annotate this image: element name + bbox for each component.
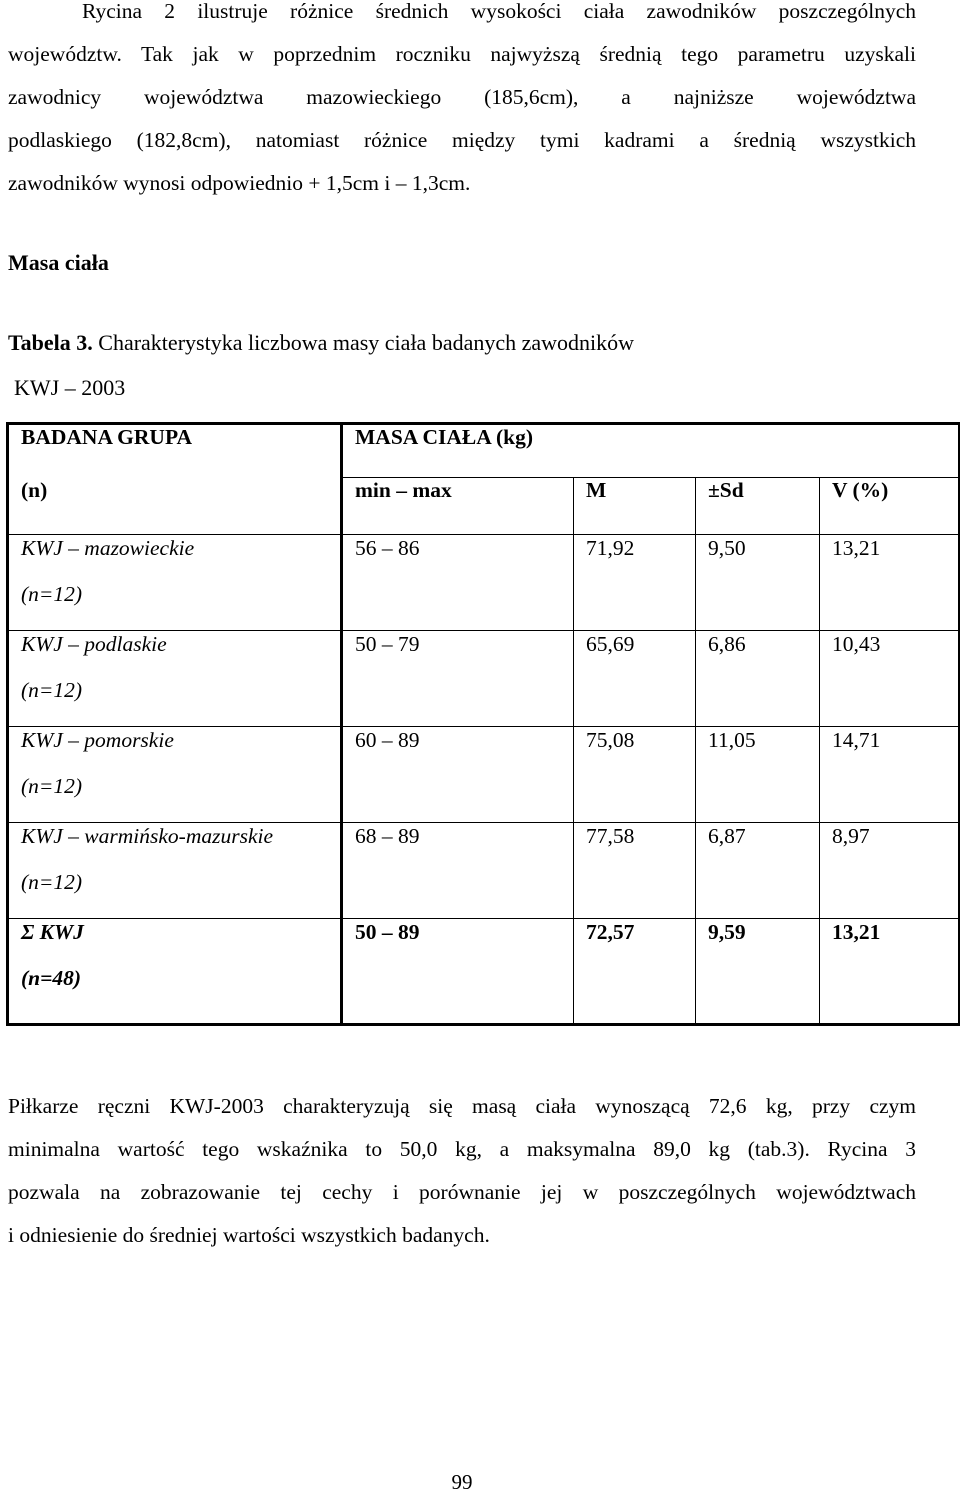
page-number: 99 <box>451 1470 473 1494</box>
mean-cell: 77,58 <box>574 823 696 919</box>
column-header-range: min – max <box>342 478 574 535</box>
sd-cell: 9,50 <box>696 535 820 631</box>
range-cell: 50 – 79 <box>342 631 574 727</box>
outro-paragraph <box>8 1085 916 1257</box>
table-caption-text: Charakterystyka liczbowa masy ciała badanych zawodników <box>92 330 635 355</box>
mass-header-label: MASA CIAŁA (kg) <box>355 425 533 449</box>
table-subheader-row <box>8 478 960 535</box>
table-subtitle: KWJ – 2003 <box>14 375 126 400</box>
group-cell <box>8 631 342 727</box>
summary-mean-cell: 72,57 <box>574 919 696 1025</box>
outro-line: pozwala na zobrazowanie tej cechy i porównanie jej w poszczególnych województwach <box>8 1180 916 1204</box>
cv-cell: 10,43 <box>820 631 960 727</box>
range-cell: 68 – 89 <box>342 823 574 919</box>
summary-cv-cell: 13,21 <box>820 919 960 1025</box>
table-row <box>8 727 960 823</box>
summary-group-name: Σ KWJ <box>21 920 84 944</box>
intro-line: województw. Tak jak w poprzednim roczniku najwyższą średnią tego parametru uzyskali <box>8 42 916 66</box>
summary-range-cell: 50 – 89 <box>342 919 574 1025</box>
intro-line: podlaskiego (182,8cm), natomiast różnice między tymi kadrami a średnią wszystkich <box>8 128 916 152</box>
group-count: (n=12) <box>21 582 83 606</box>
group-header-cell <box>8 424 342 478</box>
outro-line: i odniesienie do średniej wartości wszystkich badanych. <box>8 1223 490 1247</box>
group-cell <box>8 535 342 631</box>
cv-cell: 8,97 <box>820 823 960 919</box>
group-name: KWJ – mazowieckie <box>21 536 195 560</box>
mean-cell: 65,69 <box>574 631 696 727</box>
intro-paragraph <box>8 0 916 205</box>
group-header-n: (n) <box>21 478 48 502</box>
mass-table <box>6 422 960 1026</box>
group-count: (n=12) <box>21 870 83 894</box>
column-header-cv: V (%) <box>820 478 960 535</box>
intro-line: Rycina 2 ilustruje różnice średnich wysokości ciała zawodników poszczególnych <box>82 0 916 23</box>
column-header-mean: M <box>574 478 696 535</box>
sd-cell: 11,05 <box>696 727 820 823</box>
group-name: KWJ – pomorskie <box>21 728 174 752</box>
mean-cell: 71,92 <box>574 535 696 631</box>
section-heading: Masa ciała <box>8 250 109 275</box>
group-header-n-cell <box>8 478 342 535</box>
group-count: (n=12) <box>21 678 83 702</box>
table-row <box>8 535 960 631</box>
group-name: KWJ – podlaskie <box>21 632 167 656</box>
range-cell: 56 – 86 <box>342 535 574 631</box>
group-name: KWJ – warmińsko-mazurskie <box>21 824 274 848</box>
table-header-row <box>8 424 960 478</box>
outro-line: Piłkarze ręczni KWJ-2003 charakteryzują się masą ciała wynoszącą 72,6 kg, przy czym <box>8 1094 916 1118</box>
sd-cell: 6,86 <box>696 631 820 727</box>
outro-line: minimalna wartość tego wskaźnika to 50,0 kg, a maksymalna 89,0 kg (tab.3). Rycina 3 <box>8 1137 916 1161</box>
summary-group-cell <box>8 919 342 1025</box>
sd-cell: 6,87 <box>696 823 820 919</box>
column-header-sd: ±Sd <box>696 478 820 535</box>
mass-header-cell <box>342 424 960 478</box>
summary-row <box>8 919 960 1025</box>
intro-line: zawodników wynosi odpowiednio + 1,5cm i – 1,3cm. <box>8 171 471 195</box>
mean-cell: 75,08 <box>574 727 696 823</box>
range-cell: 60 – 89 <box>342 727 574 823</box>
group-count: (n=12) <box>21 774 83 798</box>
group-cell <box>8 727 342 823</box>
summary-group-count: (n=48) <box>21 966 82 990</box>
cv-cell: 14,71 <box>820 727 960 823</box>
group-header-label: BADANA GRUPA <box>21 425 193 449</box>
table-caption-label: Tabela 3. <box>8 330 93 355</box>
group-cell <box>8 823 342 919</box>
intro-line: zawodnicy województwa mazowieckiego (185,6cm), a najniższe województwa <box>8 85 916 109</box>
table-row <box>8 823 960 919</box>
summary-sd-cell: 9,59 <box>696 919 820 1025</box>
table-row <box>8 631 960 727</box>
table-caption <box>8 330 634 356</box>
cv-cell: 13,21 <box>820 535 960 631</box>
